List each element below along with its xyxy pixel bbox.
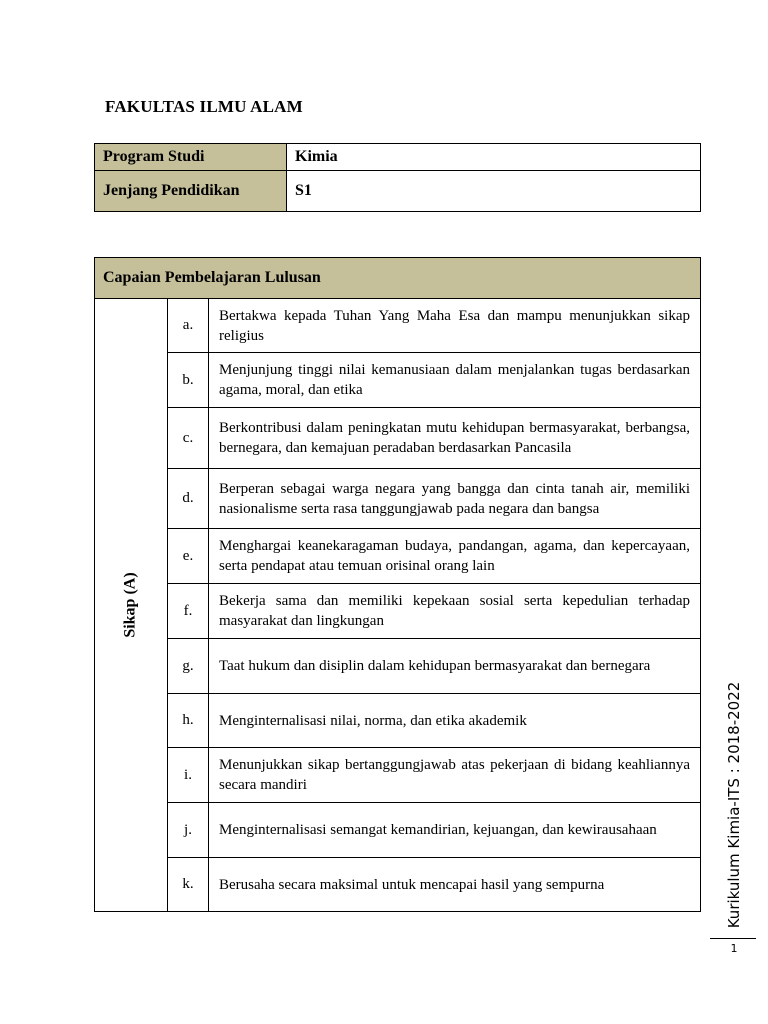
outcome-letter: a.: [168, 299, 209, 353]
outcome-letter: i.: [168, 748, 209, 803]
outcome-row: [95, 408, 701, 469]
outcome-row: [95, 694, 701, 748]
outcome-text: Menginternalisasi semangat kemandirian, kejuangan, dan kewirausahaan: [209, 803, 701, 858]
outcomes-heading: Capaian Pembelajaran Lulusan: [95, 258, 701, 299]
outcome-letter: e.: [168, 529, 209, 584]
outcome-text: Taat hukum dan disiplin dalam kehidupan bermasyarakat dan bernegara: [209, 639, 701, 694]
outcome-letter: b.: [168, 353, 209, 408]
outcome-text: Bekerja sama dan memiliki kepekaan sosial serta kepedulian terhadap masyarakat dan lingkungan: [209, 584, 701, 639]
outcome-letter: d.: [168, 469, 209, 529]
outcome-letter: g.: [168, 639, 209, 694]
footer-divider: [710, 938, 756, 939]
outcome-row: [95, 353, 701, 408]
outcome-row: [95, 748, 701, 803]
curriculum-label: Kurikulum Kimia-ITS : 2018-2022: [725, 681, 743, 929]
outcome-letter: j.: [168, 803, 209, 858]
outcome-text: Berkontribusi dalam peningkatan mutu kehidupan bermasyarakat, berbangsa, bernegara, dan kemajuan peradaban berdasarkan Pancasila: [209, 408, 701, 469]
outcome-letter: h.: [168, 694, 209, 748]
faculty-title: FAKULTAS ILMU ALAM: [105, 97, 303, 116]
outcome-text: Berperan sebagai warga negara yang bangga dan cinta tanah air, memiliki nasionalisme serta rasa tanggungjawab pada negara dan bangsa: [209, 469, 701, 529]
page-number: 1: [730, 942, 738, 955]
outcome-letter: k.: [168, 858, 209, 912]
outcome-text: Menjunjung tinggi nilai kemanusiaan dalam menjalankan tugas berdasarkan agama, moral, dan etika: [209, 353, 701, 408]
outcome-row: [95, 529, 701, 584]
outcomes-header-row: [95, 258, 701, 299]
outcome-text: Menginternalisasi nilai, norma, dan etika akademik: [209, 694, 701, 748]
learning-outcomes-table: [94, 257, 701, 912]
outcome-row: [95, 803, 701, 858]
program-value: Kimia: [287, 144, 701, 171]
outcome-row: [95, 469, 701, 529]
category-label: Sikap (A): [121, 572, 139, 638]
program-label: Program Studi: [95, 144, 287, 171]
outcome-text: Menunjukkan sikap bertanggungjawab atas pekerjaan di bidang keahliannya secara mandiri: [209, 748, 701, 803]
outcome-row: [95, 639, 701, 694]
level-value: S1: [287, 171, 701, 212]
outcome-text: Menghargai keanekaragaman budaya, pandangan, agama, dan kepercayaan, serta pendapat atau temuan orisinal orang lain: [209, 529, 701, 584]
outcome-row: [95, 584, 701, 639]
outcome-text: Berusaha secara maksimal untuk mencapai hasil yang sempurna: [209, 858, 701, 912]
outcome-text: Bertakwa kepada Tuhan Yang Maha Esa dan mampu menunjukkan sikap religius: [209, 299, 701, 353]
outcome-letter: c.: [168, 408, 209, 469]
level-row: [95, 171, 701, 212]
program-info-table: [94, 143, 701, 212]
outcome-row: [95, 299, 701, 353]
outcome-letter: f.: [168, 584, 209, 639]
category-cell: [95, 299, 168, 912]
level-label: Jenjang Pendidikan: [95, 171, 287, 212]
program-row: [95, 144, 701, 171]
curriculum-footer: [710, 680, 758, 930]
outcome-row: [95, 858, 701, 912]
